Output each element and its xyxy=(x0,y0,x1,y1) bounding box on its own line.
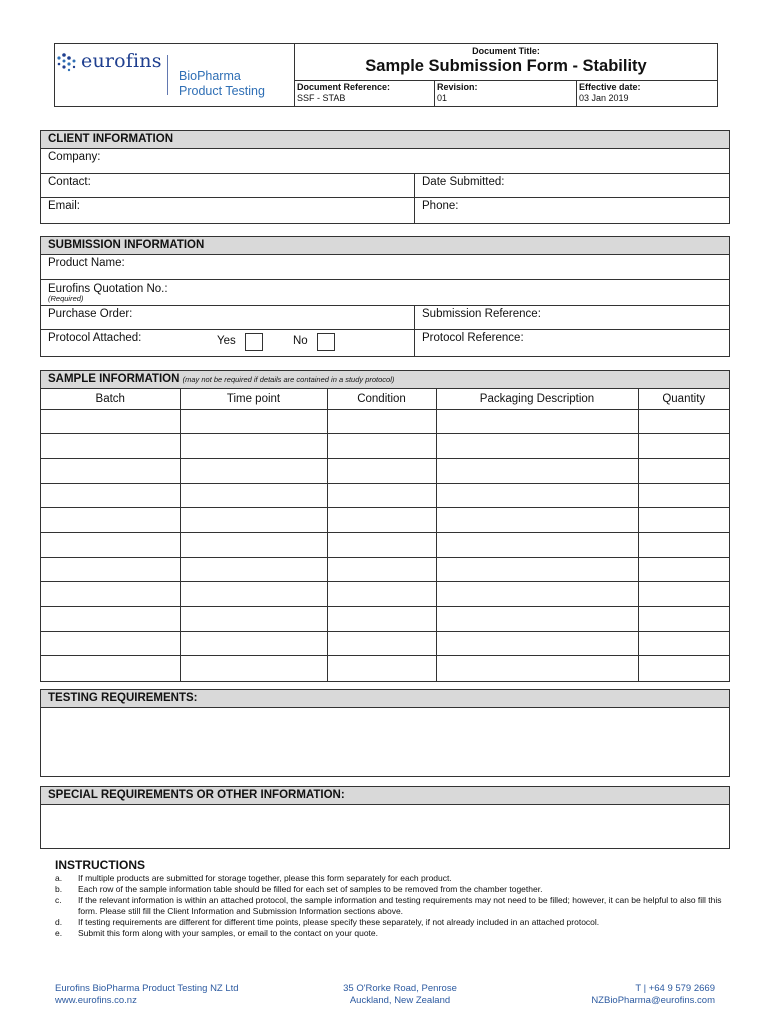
sample-cell[interactable] xyxy=(41,557,180,582)
sample-cell[interactable] xyxy=(638,557,729,582)
sample-cell[interactable] xyxy=(41,607,180,632)
email-row xyxy=(41,198,729,223)
purchase-order-field[interactable] xyxy=(41,306,415,329)
logo-divider xyxy=(167,55,168,95)
contact-label: Contact: xyxy=(48,176,91,188)
footer-address-line-1: 35 O'Rorke Road, Penrose xyxy=(343,983,457,994)
special-requirements-section xyxy=(40,786,730,849)
email-label: Email: xyxy=(48,200,80,212)
sample-cell[interactable] xyxy=(638,532,729,557)
footer-address-line-2: Auckland, New Zealand xyxy=(349,995,451,1006)
instruction-text: If testing requirements are different for different time points, please specify these separately, if not already included in an attached protocol. xyxy=(78,917,600,927)
sample-cell[interactable] xyxy=(41,483,180,508)
sample-cell[interactable] xyxy=(327,607,436,632)
doc-reference-cell xyxy=(295,81,435,106)
product-name-field[interactable] xyxy=(41,255,729,279)
sample-cell[interactable] xyxy=(638,656,729,681)
sample-information-section xyxy=(40,370,730,682)
sample-cell[interactable] xyxy=(180,508,327,533)
date-submitted-field[interactable] xyxy=(415,174,729,197)
footer-address xyxy=(320,983,480,1007)
sample-cell[interactable] xyxy=(638,607,729,632)
sample-row xyxy=(41,458,729,483)
sample-cell[interactable] xyxy=(638,631,729,656)
sample-cell[interactable] xyxy=(436,631,638,656)
sample-cell[interactable] xyxy=(327,532,436,557)
sample-cell[interactable] xyxy=(327,434,436,459)
col-packaging-description: Packaging Description xyxy=(436,389,638,409)
instruction-letter: e. xyxy=(55,928,63,938)
revision-label: Revision: xyxy=(437,82,478,92)
yes-checkbox[interactable] xyxy=(245,333,263,351)
sample-cell[interactable] xyxy=(41,409,180,434)
instruction-item xyxy=(55,873,735,884)
sample-cell[interactable] xyxy=(180,409,327,434)
sample-cell[interactable] xyxy=(436,434,638,459)
footer-phone: T | +64 9 579 2669 xyxy=(635,983,715,994)
sample-cell[interactable] xyxy=(436,582,638,607)
sample-table-body xyxy=(41,409,729,681)
sample-cell[interactable] xyxy=(436,458,638,483)
instruction-text: If multiple products are submitted for storage together, please this form separately for each product. xyxy=(78,873,452,883)
effective-date-cell xyxy=(577,81,717,106)
revision-value: 01 xyxy=(437,93,448,103)
contact-field[interactable] xyxy=(41,174,415,197)
protocol-attached-label: Protocol Attached: xyxy=(48,332,142,344)
logo-sub-line-1: BioPharma xyxy=(179,69,241,83)
sample-cell[interactable] xyxy=(638,582,729,607)
instructions-title: INSTRUCTIONS xyxy=(55,858,145,872)
sample-cell[interactable] xyxy=(638,434,729,459)
footer-email-link[interactable]: NZBioPharma@eurofins.com xyxy=(591,995,715,1006)
sample-cell[interactable] xyxy=(327,508,436,533)
date-submitted-label: Date Submitted: xyxy=(422,176,505,188)
instruction-letter: c. xyxy=(55,895,62,905)
sample-cell[interactable] xyxy=(180,483,327,508)
sample-cell[interactable] xyxy=(436,409,638,434)
protocol-attached-field xyxy=(41,330,415,356)
testing-heading: TESTING REQUIREMENTS: xyxy=(41,690,729,708)
col-batch: Batch xyxy=(41,389,180,409)
sample-cell[interactable] xyxy=(180,582,327,607)
effective-label: Effective date: xyxy=(579,82,641,92)
no-label: No xyxy=(293,335,308,347)
sample-row xyxy=(41,483,729,508)
sample-cell[interactable] xyxy=(180,607,327,632)
company-row xyxy=(41,149,729,174)
sample-row xyxy=(41,409,729,434)
instruction-item xyxy=(55,895,735,917)
quotation-label: Eurofins Quotation No.: xyxy=(48,283,168,295)
sample-cell[interactable] xyxy=(638,458,729,483)
sample-row xyxy=(41,508,729,533)
special-heading: SPECIAL REQUIREMENTS OR OTHER INFORMATION: xyxy=(41,787,729,805)
sample-cell[interactable] xyxy=(180,656,327,681)
sample-row xyxy=(41,607,729,632)
yes-label: Yes xyxy=(217,335,236,347)
instruction-item xyxy=(55,884,735,895)
quotation-row xyxy=(41,280,729,306)
phone-label: Phone: xyxy=(422,200,459,212)
sample-cell[interactable] xyxy=(638,508,729,533)
no-checkbox[interactable] xyxy=(317,333,335,351)
submission-reference-field[interactable] xyxy=(415,306,729,329)
sample-cell[interactable] xyxy=(180,557,327,582)
sample-cell[interactable] xyxy=(327,656,436,681)
sample-cell[interactable] xyxy=(327,458,436,483)
doc-ref-value: SSF - STAB xyxy=(297,93,346,103)
instruction-text: If the relevant information is within an attached protocol, the sample information and testing requirements may not need to be filled; however, it can be helpful to also fill this form. Please still fill the Client Information and Submission Information sections above. xyxy=(78,895,722,916)
company-field[interactable] xyxy=(41,149,729,173)
doc-title-label: Document Title: xyxy=(472,46,540,56)
sample-cell[interactable] xyxy=(436,557,638,582)
sample-cell[interactable] xyxy=(327,631,436,656)
instruction-letter: a. xyxy=(55,873,63,883)
sample-cell[interactable] xyxy=(436,656,638,681)
sample-row xyxy=(41,656,729,681)
sample-row xyxy=(41,434,729,459)
sample-cell[interactable] xyxy=(41,631,180,656)
sample-cell[interactable] xyxy=(41,656,180,681)
col-condition: Condition xyxy=(327,389,436,409)
purchase-order-row xyxy=(41,306,729,330)
instruction-text: Submit this form along with your samples, or email to the contact on your quote. xyxy=(78,928,379,938)
protocol-row xyxy=(41,330,729,356)
phone-field[interactable] xyxy=(415,198,729,223)
sample-heading xyxy=(41,371,729,389)
col-time-point: Time point xyxy=(180,389,327,409)
required-note: (Required) xyxy=(48,294,84,303)
sample-cell[interactable] xyxy=(327,582,436,607)
protocol-reference-field[interactable] xyxy=(415,330,729,356)
testing-requirements-field[interactable] xyxy=(41,708,729,776)
sample-cell[interactable] xyxy=(638,409,729,434)
email-field[interactable] xyxy=(41,198,415,223)
header-info xyxy=(295,44,717,106)
submission-heading: SUBMISSION INFORMATION xyxy=(41,237,729,255)
doc-title: Sample Submission Form - Stability xyxy=(365,57,647,75)
col-quantity: Quantity xyxy=(638,389,729,409)
sample-row xyxy=(41,582,729,607)
sample-table-header xyxy=(41,389,729,409)
sample-row xyxy=(41,631,729,656)
sample-cell[interactable] xyxy=(180,631,327,656)
instruction-item xyxy=(55,928,735,939)
sample-cell[interactable] xyxy=(41,434,180,459)
testing-requirements-section xyxy=(40,689,730,777)
special-requirements-field[interactable] xyxy=(41,805,729,848)
instructions xyxy=(55,858,735,939)
quotation-field[interactable] xyxy=(41,280,729,305)
client-heading: CLIENT INFORMATION xyxy=(41,131,729,149)
sample-cell[interactable] xyxy=(327,557,436,582)
sample-heading-text: SAMPLE INFORMATION xyxy=(48,373,180,385)
logo-sub-line-2: Product Testing xyxy=(179,84,265,98)
instruction-item xyxy=(55,917,735,928)
protocol-reference-label: Protocol Reference: xyxy=(422,332,524,344)
client-information-section xyxy=(40,130,730,224)
header-meta xyxy=(295,81,717,106)
sample-cell[interactable] xyxy=(180,458,327,483)
sample-cell[interactable] xyxy=(436,483,638,508)
sample-cell[interactable] xyxy=(180,434,327,459)
instruction-text: Each row of the sample information table should be filled for each set of samples to be removed from the chamber together. xyxy=(78,884,543,894)
product-name-row xyxy=(41,255,729,280)
eurofins-dots-icon xyxy=(55,52,81,74)
revision-cell xyxy=(435,81,577,106)
sample-table xyxy=(41,389,729,681)
logo-wordmark: eurofins xyxy=(81,50,162,72)
instructions-list xyxy=(55,873,735,939)
sample-cell[interactable] xyxy=(436,508,638,533)
company-label: Company: xyxy=(48,151,101,163)
sample-cell[interactable] xyxy=(41,532,180,557)
sample-cell[interactable] xyxy=(41,508,180,533)
logo-block xyxy=(55,44,295,106)
submission-information-section xyxy=(40,236,730,357)
sample-heading-note: (may not be required if details are contained in a study protocol) xyxy=(182,375,395,384)
sample-cell[interactable] xyxy=(638,483,729,508)
effective-value: 03 Jan 2019 xyxy=(579,93,629,103)
sample-cell[interactable] xyxy=(327,409,436,434)
sample-cell[interactable] xyxy=(436,607,638,632)
contact-row xyxy=(41,174,729,198)
sample-cell[interactable] xyxy=(41,458,180,483)
sample-row xyxy=(41,557,729,582)
sample-cell[interactable] xyxy=(180,532,327,557)
title-cell xyxy=(295,44,717,81)
sample-row xyxy=(41,532,729,557)
instruction-letter: d. xyxy=(55,917,63,927)
sample-cell[interactable] xyxy=(41,582,180,607)
footer-company xyxy=(55,983,239,1007)
sample-cell[interactable] xyxy=(327,483,436,508)
submission-reference-label: Submission Reference: xyxy=(422,308,541,320)
sample-cell[interactable] xyxy=(436,532,638,557)
footer-company-name: Eurofins BioPharma Product Testing NZ Ltd xyxy=(55,983,239,994)
document-header xyxy=(54,43,718,107)
product-name-label: Product Name: xyxy=(48,257,125,269)
footer-contact xyxy=(591,983,715,1007)
purchase-order-label: Purchase Order: xyxy=(48,308,133,320)
doc-ref-label: Document Reference: xyxy=(297,82,391,92)
footer-website-link[interactable]: www.eurofins.co.nz xyxy=(55,995,137,1006)
instruction-letter: b. xyxy=(55,884,63,894)
logo-subtitle xyxy=(179,69,265,99)
